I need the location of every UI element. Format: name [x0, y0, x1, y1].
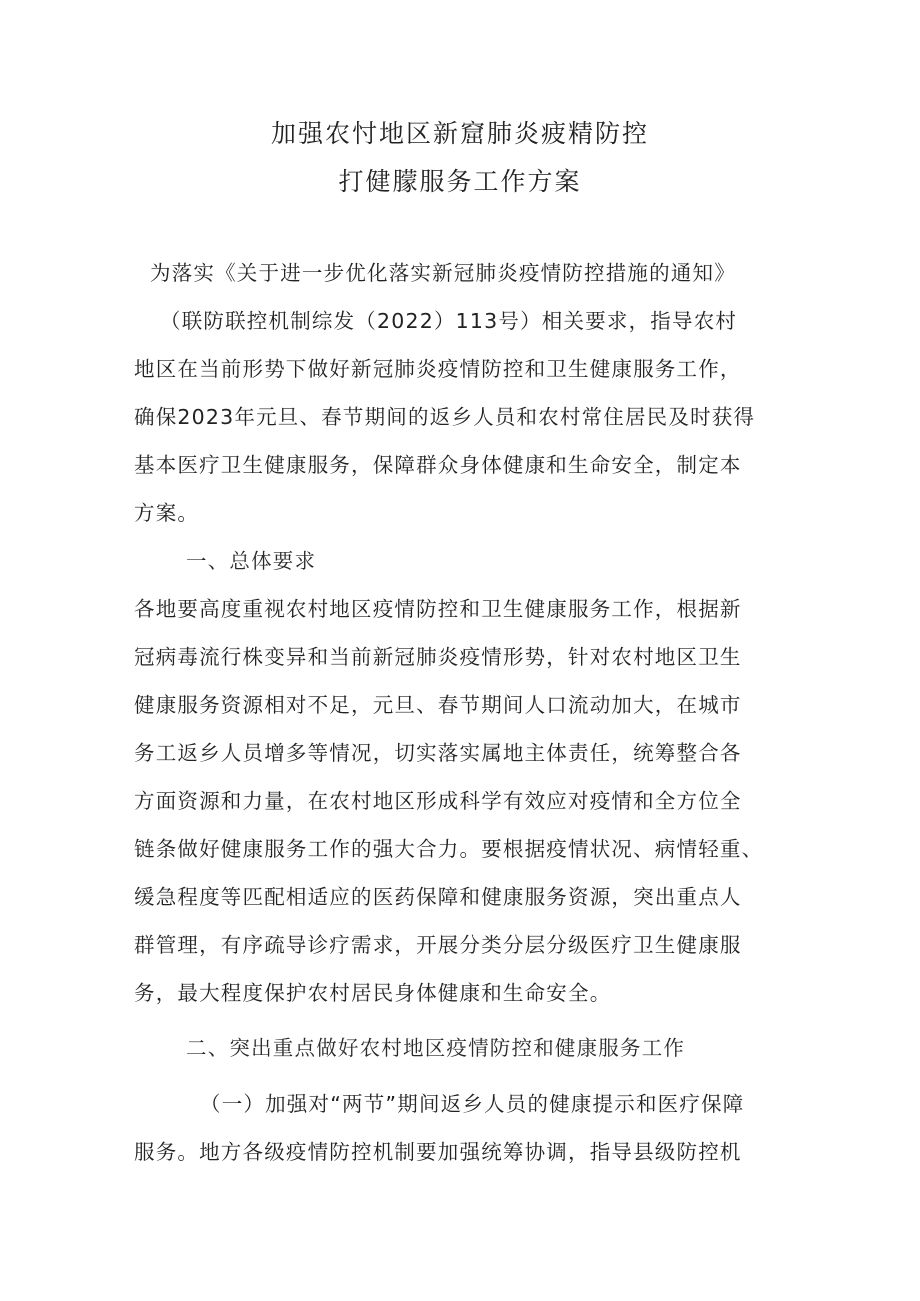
intro-line: 方案。: [134, 501, 200, 525]
intro-line: 地区在当前形势下做好新冠肺炎疫情防控和卫生健康服务工作，: [134, 357, 742, 381]
intro-line: 为落实《关于进一步优化落实新冠肺炎疫情防控措施的通知》: [150, 261, 736, 285]
document-title-line-1: 加强农忖地区新窟肺炎疲精防控: [270, 119, 649, 148]
section-1-line: 冠病毒流行株变异和当前新冠肺炎疫情形势，针对农村地区卫生: [134, 645, 742, 669]
intro-line: 基本医疗卫生健康服务，保障群众身体健康和生命安全，制定本: [134, 453, 742, 477]
section-1-line: 务工返乡人员增多等情况，切实落实属地主体责任，统筹整合各: [134, 741, 742, 765]
document-title-line-2: 打健朦服务工作方案: [338, 167, 582, 196]
section-1-line: 缓急程度等匹配相适应的医药保障和健康服务资源，突出重点人: [134, 885, 742, 909]
section-1-line: 方面资源和力量，在农村地区形成科学有效应对疫情和全方位全: [134, 789, 742, 813]
section-1-line: 群管理，有序疏导诊疗需求，开展分类分层分级医疗卫生健康服: [134, 933, 742, 957]
section-1-line: 务，最大程度保护农村居民身体健康和生命安全。: [134, 981, 612, 1005]
intro-line: （联防联控机制综发（2022）113号）相关要求，指导农村: [160, 309, 738, 333]
intro-line: 确保2023年元旦、春节期间的返乡人员和农村常住居民及时获得: [134, 405, 756, 429]
section-2-heading: 二、突出重点做好农村地区疫情防控和健康服务工作: [186, 1036, 686, 1060]
section-1-heading: 一、总体要求: [186, 549, 317, 573]
section-1-line: 各地要高度重视农村地区疫情防控和卫生健康服务工作，根据新: [134, 597, 742, 621]
subsection-1-line: 服务。地方各级疫情防控机制要加强统筹协调，指导县级防控机: [134, 1140, 742, 1164]
section-1-line: 链条做好健康服务工作的强大合力。要根据疫情状况、病情轻重、: [134, 837, 764, 861]
section-1-line: 健康服务资源相对不足，元旦、春节期间人口流动加大，在城市: [134, 693, 742, 717]
subsection-1-line: （一）加强对“两节”期间返乡人员的健康提示和医疗保障: [200, 1092, 745, 1116]
